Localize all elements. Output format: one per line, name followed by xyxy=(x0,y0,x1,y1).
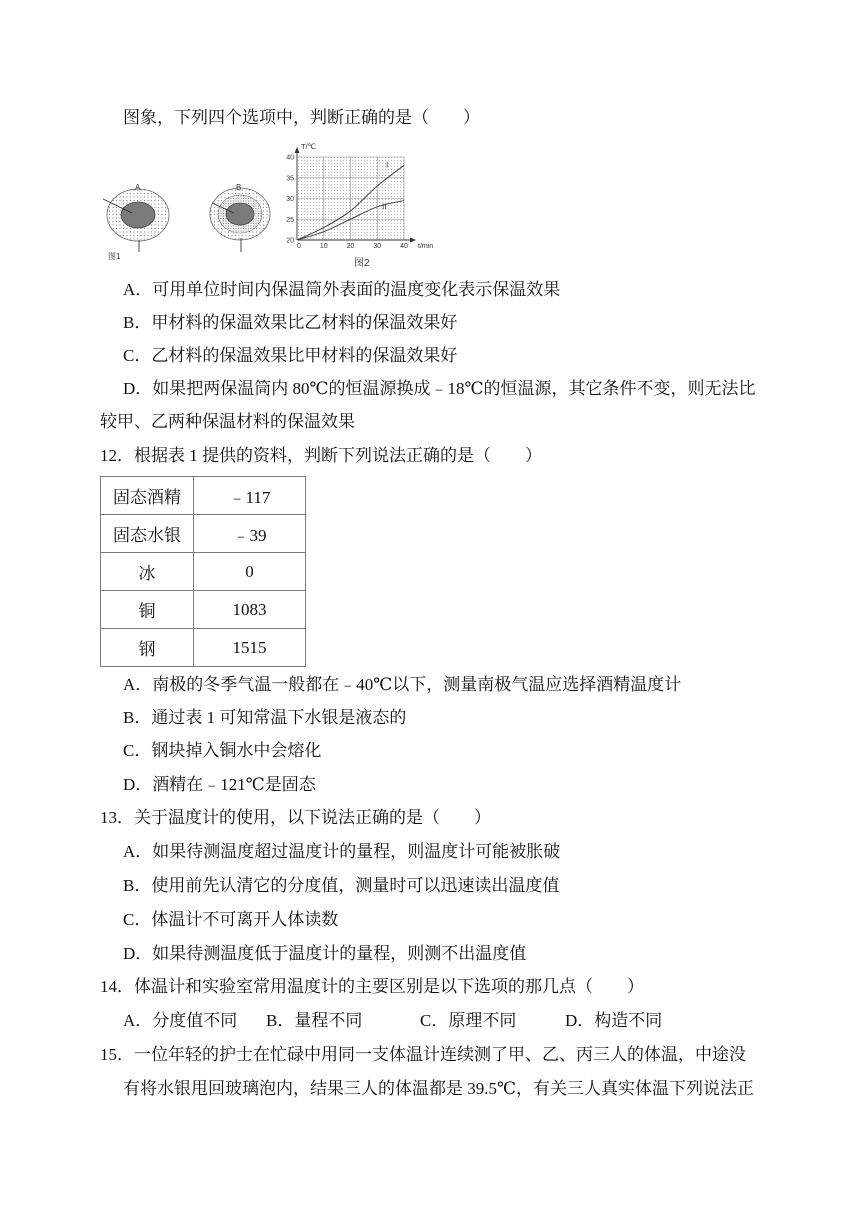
q13-option-c: C．体温计不可离开人体读数 xyxy=(123,910,339,929)
q15-stem-line2: 有将水银甩回玻璃泡内，结果三人的体温都是 39.5℃，有关三人真实体温下列说法正 xyxy=(123,1079,755,1098)
q13-option-d: D．如果待测温度低于温度计的量程，则测不出温度值 xyxy=(123,944,527,963)
table-cell-substance: 冰 xyxy=(101,553,194,591)
q15-stem-line1: 15．一位年轻的护士在忙碌中用同一支体温计连续测了甲、乙、丙三人的体温，中途没 xyxy=(100,1045,746,1064)
table-cell-value: 0 xyxy=(194,553,306,591)
table-row xyxy=(101,515,306,553)
x-tick-label: 10 xyxy=(319,243,328,250)
figure-2-chart xyxy=(286,142,433,269)
x-tick-label: 0 xyxy=(297,243,301,250)
q11-option-c: C．乙材料的保温效果比甲材料的保温效果好 xyxy=(123,346,458,365)
fig1-label-a: A xyxy=(135,183,141,192)
q12-option-b: B．通过表 1 可知常温下水银是液态的 xyxy=(123,708,407,727)
table-row xyxy=(101,629,306,667)
q14-option-b: B．量程不同 xyxy=(266,1011,363,1030)
q12-option-d: D．酒精在﹣121℃是固态 xyxy=(123,775,316,794)
q13-option-b: B．使用前先认清它的分度值，测量时可以迅速读出温度值 xyxy=(123,876,560,895)
melting-point-table xyxy=(100,476,306,667)
q14-stem: 14．体温计和实验室常用温度计的主要区别是以下选项的那几点（ ） xyxy=(100,977,644,996)
q13-option-a: A．如果待测温度超过温度计的量程，则温度计可能被胀破 xyxy=(123,842,561,861)
series-label-1: I xyxy=(386,160,389,170)
q11-option-d-line1: D．如果把两保温筒内 80℃的恒温源换成﹣18℃的恒温源，其它条件不变，则无法比 xyxy=(123,379,756,398)
q11-figure xyxy=(95,140,445,275)
series-label-2: II xyxy=(382,202,387,212)
x-tick-label: 30 xyxy=(373,243,382,250)
q12-option-c: C．钢块掉入铜水中会熔化 xyxy=(123,741,322,760)
table-cell-value: 1515 xyxy=(194,629,306,667)
insulation-cylinder-b xyxy=(210,188,270,252)
table-cell-substance: 固态酒精 xyxy=(101,477,194,515)
q12-option-a: A．南极的冬季气温一般都在﹣40℃以下，测量南极气温应选择酒精温度计 xyxy=(123,675,682,694)
q14-option-d: D．构造不同 xyxy=(565,1011,663,1030)
q11-option-a: A．可用单位时间内保温筒外表面的温度变化表示保温效果 xyxy=(123,280,561,299)
x-axis-label: t/min xyxy=(418,243,434,250)
q14-option-c: C．原理不同 xyxy=(420,1011,517,1030)
y-tick-label: 40 xyxy=(286,154,294,162)
figure-1 xyxy=(103,183,270,261)
x-tick-label: 20 xyxy=(346,243,355,250)
y-tick-label: 20 xyxy=(286,237,294,245)
table-cell-substance: 钢 xyxy=(101,629,194,667)
table-row xyxy=(101,477,306,515)
x-tick-label: 40 xyxy=(400,243,408,250)
q11-option-b: B．甲材料的保温效果比乙材料的保温效果好 xyxy=(123,313,458,332)
table-cell-substance: 固态水银 xyxy=(101,515,194,553)
y-tick-label: 30 xyxy=(286,196,294,203)
insulation-cylinder-a xyxy=(103,189,169,252)
table-cell-value: 1083 xyxy=(194,591,306,629)
q12-stem: 12．根据表 1 提供的资料，判断下列说法正确的是（ ） xyxy=(100,446,542,465)
y-tick-label: 25 xyxy=(286,216,294,224)
y-axis-label: T/℃ xyxy=(301,142,317,151)
table-row xyxy=(101,553,306,591)
q13-stem: 13．关于温度计的使用，以下说法正确的是（ ） xyxy=(100,808,491,827)
table-row xyxy=(101,591,306,629)
table-cell-substance: 铜 xyxy=(101,591,194,629)
q14-option-a: A．分度值不同 xyxy=(123,1011,238,1030)
fig2-caption: 图2 xyxy=(354,258,370,269)
table-cell-value: ﹣117 xyxy=(194,477,306,515)
table-cell-value: ﹣39 xyxy=(194,515,306,553)
q11-option-d-line2: 较甲、乙两种保温材料的保温效果 xyxy=(100,412,355,431)
y-tick-label: 35 xyxy=(286,175,294,183)
q11-stem-tail: 图象，下列四个选项中，判断正确的是（ ） xyxy=(123,108,480,127)
fig1-label-b: B xyxy=(236,183,242,192)
y-axis-arrow xyxy=(295,147,300,153)
fig1-caption: 图1 xyxy=(108,252,121,261)
x-axis-arrow xyxy=(410,238,416,243)
